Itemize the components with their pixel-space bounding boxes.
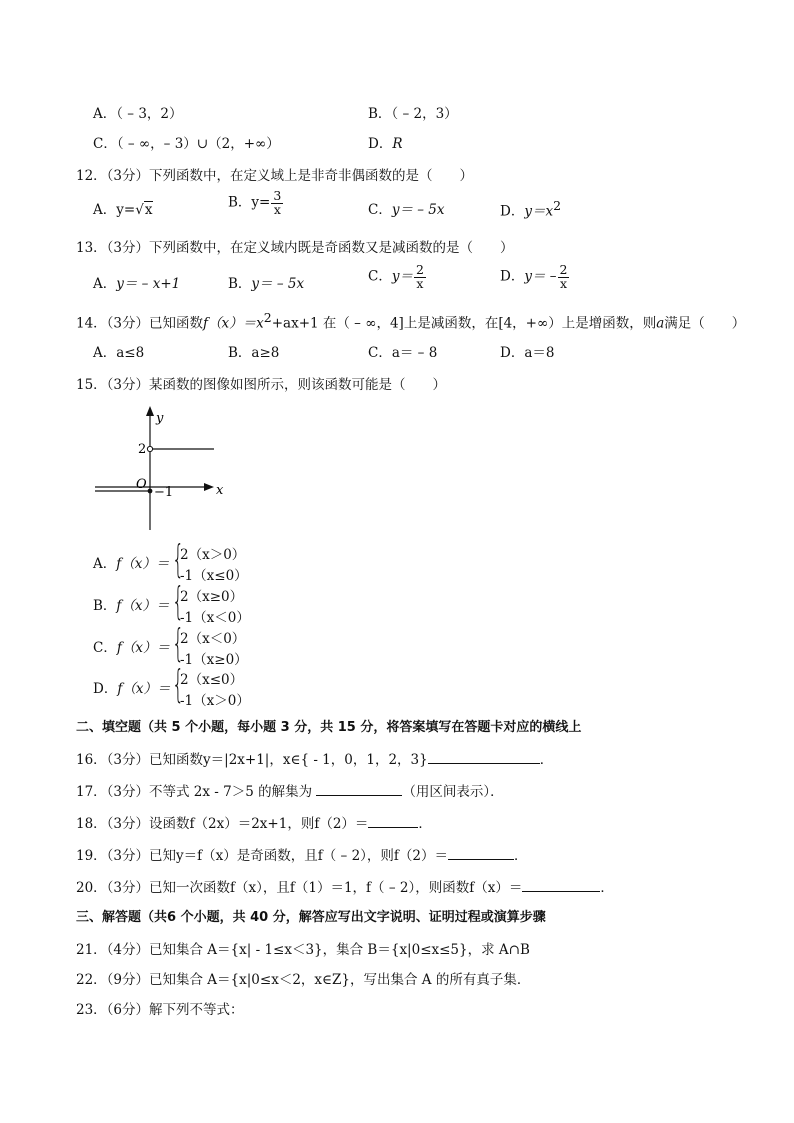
function-graph: [90, 400, 240, 535]
q15-option-d-bottom: -1（x＞0）: [180, 693, 250, 709]
brace-icon: {: [172, 537, 185, 581]
brace-icon: {: [172, 621, 185, 665]
x-axis-label: x: [216, 483, 224, 498]
q15-option-d-top: 2（x≤0）: [180, 672, 244, 688]
q12-option-a: A．y=√x: [93, 202, 153, 218]
q14-option-b: B．a≥8: [228, 345, 280, 361]
q13-option-b: B．y＝ – 5x: [228, 276, 305, 292]
q12-option-d: D．$y=x^2$: [500, 198, 562, 220]
q15-stem: 15．（3分）某函数的图像如图所示，则该函数可能是（ ）: [76, 377, 447, 393]
brace-icon: {: [172, 579, 185, 623]
q16: 16．（3分）已知函数y＝|2x+1|，x∈{ - 1，0，1，2，3} ．: [76, 748, 553, 768]
q15-option-d-label: D．f（x）＝: [93, 681, 171, 697]
fraction: $\frac{2}{x}$: [415, 262, 424, 291]
q14-option-d: D．a＝8: [500, 345, 555, 361]
section-heading-fill-in: 二、填空题（共 5 个小题，每小题 3 分，共 15 分，将答案填写在答题卡对应的横线上: [76, 720, 582, 735]
tick-label-neg1: −1: [154, 485, 174, 500]
closed-point: [148, 489, 153, 494]
q21: 21．（4分）已知集合 A＝{x| - 1≤x＜3}，集合 B＝{x|0≤x≤5}，求 A∩B: [76, 942, 530, 958]
q15-option-c-label: C．f（x）＝: [93, 640, 170, 656]
answer-blank[interactable]: [428, 749, 540, 764]
q23: 23．（6分）解下列不等式：: [76, 1002, 244, 1018]
q14-option-c: C．a＝ – 8: [368, 345, 438, 361]
q17: 17．（3分）不等式 2x - 7＞5 的解集为 （用区间表示）．: [76, 780, 504, 800]
answer-blank[interactable]: [316, 781, 402, 796]
q14-option-a: A．a≤8: [93, 345, 145, 361]
q18: 18．（3分）设函数f（2x）＝2x+1，则f（2）＝ ．: [76, 812, 432, 832]
fraction: $\frac{3}{x}$: [273, 188, 282, 217]
q15-option-a-top: 2（x＞0）: [180, 547, 246, 563]
answer-blank[interactable]: [522, 877, 600, 892]
q15-option-c-bottom: -1（x≥0）: [180, 652, 248, 668]
q15-option-c-top: 2（x＜0）: [180, 631, 246, 647]
q15-option-b-top: 2（x≥0）: [180, 589, 244, 605]
sqrt-symbol: √x: [135, 202, 153, 218]
q20: 20．（3分）已知一次函数f（x），且f（1）＝1，f（ – 2），则函数f（x）＝ ．: [76, 876, 614, 896]
q13-stem: 13．（3分）下列函数中，在定义域内既是奇函数又是减函数的是（ ）: [76, 240, 514, 256]
y-axis-label: y: [156, 411, 164, 426]
q12-option-c: C．y＝ – 5x: [368, 202, 445, 218]
tick-label-2: 2: [138, 442, 147, 457]
open-point: [147, 446, 152, 451]
x-axis-arrow: [204, 483, 214, 491]
q11-option-a: A．（ – 3，2）: [93, 106, 183, 122]
brace-icon: {: [172, 662, 185, 706]
q19: 19．（3分）已知y＝f（x）是奇函数，且f（ – 2），则f（2）＝ ．: [76, 844, 528, 864]
answer-blank[interactable]: [368, 813, 418, 828]
q13-option-c: C．y＝ $\frac{2}{x}$: [368, 262, 424, 291]
origin-label: O: [136, 477, 147, 492]
q12-stem: 12．（3分）下列函数中，在定义域上是非奇非偶函数的是（ ）: [76, 168, 474, 184]
q22: 22．（9分）已知集合 A＝{x|0≤x＜2，x∈Z}，写出集合 A 的所有真子集．: [76, 972, 531, 988]
answer-blank[interactable]: [448, 845, 514, 860]
fraction: $\frac{2}{x}$: [559, 262, 568, 291]
section-heading-solve: 三、解答题（共6 个小题，共 40 分，解答应写出文字说明、证明过程或演算步骤: [76, 910, 546, 925]
q12-option-b: B．y= $\frac{3}{x}$: [228, 188, 282, 217]
q15-option-b-label: B．f（x）＝: [93, 598, 170, 614]
q14-stem: 14．（3分）已知函数$f(x)=x^2+ax+1$ 在（ – ∞，4]上是减函数，在[4，+∞）上是增函数，则a满足（ ）: [76, 310, 746, 332]
q13-option-d: D．y＝ – $\frac{2}{x}$: [500, 262, 568, 291]
q11-option-d: D．R: [368, 136, 403, 152]
q15-option-b-bottom: -1（x＜0）: [180, 610, 250, 626]
y-axis-arrow: [146, 406, 154, 416]
q11-option-b: B．（ – 2，3）: [368, 106, 458, 122]
q15-option-a-bottom: -1（x≤0）: [180, 568, 248, 584]
q11-option-c: C．（ – ∞，– 3）∪（2，+∞）: [93, 136, 280, 152]
q13-option-a: A．y＝ – x+1: [93, 276, 181, 292]
q15-option-a-label: A．f（x）＝: [93, 556, 170, 572]
